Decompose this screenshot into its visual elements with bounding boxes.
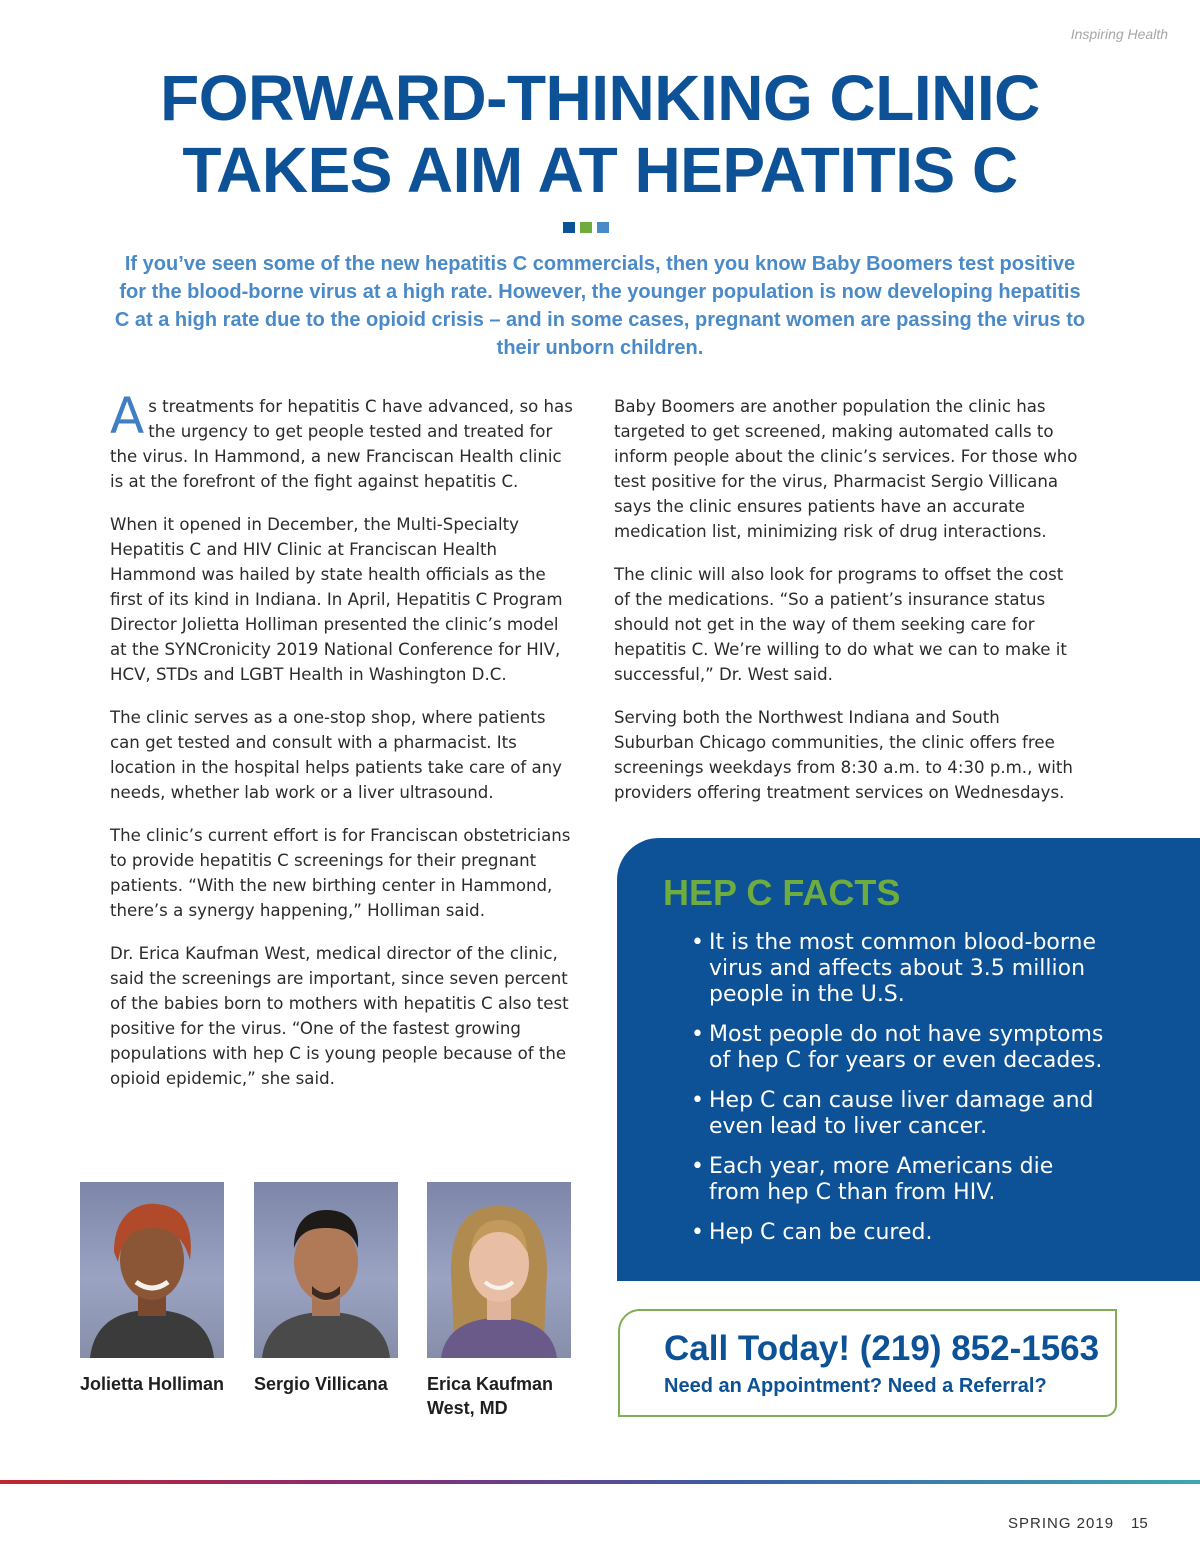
body-paragraph-2: When it opened in December, the Multi-Specialty Hepatitis C and HIV Clinic at Franciscan Health Hammond was hailed by state health officials as the first of its kind in Indiana. In April, Hepatitis C Program Director Jolietta Holliman presented the clinic’s model at the SYNCronicity 2019 National Conference for HIV, HCV, STDs and LGBT Health in Washington D.C. <box>110 515 563 684</box>
call-to-action-box <box>618 1309 1117 1417</box>
footer-gradient-rule <box>0 1480 1200 1484</box>
fact-item-3-line-2: even lead to liver cancer. <box>709 1114 988 1139</box>
photo-caption-2: Sergio Villicana <box>254 1374 388 1394</box>
hep-c-facts-box <box>617 838 1200 1281</box>
photo-jolietta-holliman <box>80 1182 225 1394</box>
deco-square-dark-blue <box>563 222 575 233</box>
photo-erica-kaufman-west <box>427 1182 571 1418</box>
body-paragraph-4: The clinic’s current effort is for Franciscan obstetricians to provide hepatitis C screenings for their pregnant patients. “With the new birthing center in Hammond, there’s a synergy happening,” Holliman said. <box>110 826 571 920</box>
fact-item-5 <box>691 1220 1171 1246</box>
portrait-photo-icon <box>80 1182 224 1358</box>
fact-item-4-line-1: Each year, more Americans die <box>709 1154 1054 1179</box>
fact-item-5-line-1: Hep C can be cured. <box>709 1220 933 1245</box>
headline-line-2: TAKES AIM AT HEPATITIS C <box>182 134 1018 206</box>
portrait-photo-icon <box>254 1182 398 1358</box>
cta-phone[interactable]: Call Today! (219) 852-1563 <box>664 1329 1100 1368</box>
body-paragraph-7: The clinic will also look for programs to offset the cost of the medications. “So a patient’s insurance status should not get in the way of them seeking care for hepatitis C. We’re willing to do what we can to make it successful,” Dr. West said. <box>614 565 1067 684</box>
photo-caption-3-line-2: West, MD <box>427 1398 508 1418</box>
body-paragraph-6: Baby Boomers are another population the clinic has targeted to get screened, making automated calls to inform people about the clinic’s services. For those who test positive for the virus, Pharmacist Sergio Villicana says the clinic ensures patients have an accurate medication list, minimizing risk of drug interactions. <box>614 397 1078 541</box>
body-paragraph-8: Serving both the Northwest Indiana and South Suburban Chicago communities, the clinic offers free screenings weekdays from 8:30 a.m. to 4:30 p.m., with providers offering treatment services on Wednesdays. <box>614 708 1073 802</box>
bullet-icon: • <box>691 1220 704 1245</box>
article-column-right <box>614 394 1084 823</box>
photo-caption-3 <box>427 1372 597 1420</box>
photo-sergio-villicana <box>254 1182 398 1394</box>
fact-item-4 <box>691 1154 1171 1206</box>
article-column-left <box>110 387 580 1109</box>
facts-list <box>691 930 1171 1260</box>
dek-intro: If you’ve seen some of the new hepatitis C commercials, then you know Baby Boomers test positive for the blood-borne virus at a high rate. However, the younger population is now developing hepatitis C at a high rate due to the opioid crisis – and in some cases, pregnant women are passing the virus to their unborn children. <box>114 253 1086 359</box>
bullet-icon: • <box>691 1154 704 1179</box>
fact-item-2-line-2: of hep C for years or even decades. <box>709 1048 1103 1073</box>
fact-item-1-line-1: It is the most common blood-borne <box>709 930 1097 955</box>
body-paragraph-5: Dr. Erica Kaufman West, medical director of the clinic, said the screenings are important, since seven percent of the babies born to mothers with hepatitis C also test positive for the virus. “One of the fastest growing populations with hep C is young people because of the opioid epidemic,” she said. <box>110 944 569 1088</box>
fact-item-2 <box>691 1022 1171 1074</box>
photo-caption-1: Jolietta Holliman <box>80 1374 225 1394</box>
body-paragraph-1 <box>110 387 580 494</box>
footer-issue: SPRING 2019 <box>1008 1515 1115 1532</box>
fact-item-1 <box>691 930 1171 1008</box>
drop-cap: A <box>110 387 145 445</box>
fact-item-3-line-1: Hep C can cause liver damage and <box>709 1088 1094 1113</box>
decorative-squares <box>563 222 609 233</box>
body-paragraph-3: The clinic serves as a one-stop shop, where patients can get tested and consult with a pharmacist. Its location in the hospital helps patients take care of any needs, whether lab work or a liver ultrasound. <box>110 708 562 802</box>
section-label: Inspiring Health <box>1070 26 1168 42</box>
fact-item-2-line-1: Most people do not have symptoms <box>709 1022 1104 1047</box>
body-paragraph-1-text: s treatments for hepatitis C have advanced, so has the urgency to get people tested and treated for the virus. In Hammond, a new Franciscan Health clinic is at the forefront of the fight against hepatitis C. <box>110 397 573 491</box>
bullet-icon: • <box>691 930 704 955</box>
deco-square-light-blue <box>597 222 609 233</box>
headline <box>40 62 1160 206</box>
page-number: 15 <box>1131 1515 1148 1532</box>
photo-caption-3-line-1: Erica Kaufman <box>427 1374 554 1394</box>
portrait-photo-icon <box>427 1182 571 1358</box>
fact-item-1-line-2: virus and affects about 3.5 million <box>709 956 1086 981</box>
headline-line-1: FORWARD-THINKING CLINIC <box>160 62 1040 134</box>
fact-item-1-line-3: people in the U.S. <box>709 982 905 1007</box>
bullet-icon: • <box>691 1022 704 1047</box>
cta-subtitle: Need an Appointment? Need a Referral? <box>664 1375 1047 1397</box>
bullet-icon: • <box>691 1088 704 1113</box>
fact-item-4-line-2: from hep C than from HIV. <box>709 1180 996 1205</box>
facts-title: HEP C FACTS <box>663 872 901 913</box>
fact-item-3 <box>691 1088 1171 1140</box>
deco-square-green <box>580 222 592 233</box>
